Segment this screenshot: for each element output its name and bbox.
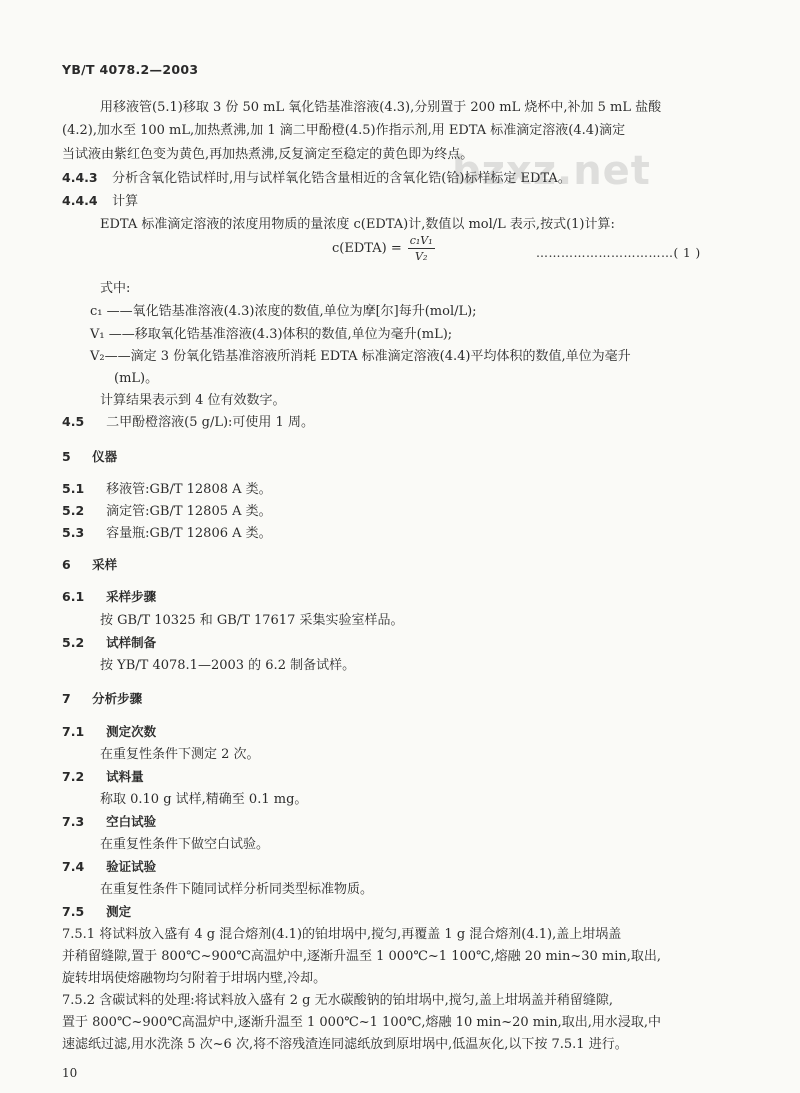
section-7-2	[62, 771, 144, 784]
section-number: 6	[62, 557, 71, 572]
section-number: 7.3	[62, 814, 85, 829]
section-5-3	[62, 527, 272, 540]
significant-digits-note: 计算结果表示到 4 位有效数字。	[100, 393, 286, 408]
paragraph-line: 7.5.2 含碳试料的处理:将试料放入盛有 2 g 无水碳酸钠的铂坩埚中,搅匀,盖上坩埚盖并稍留缝隙,	[62, 993, 613, 1008]
formula-numerator: c₁V₁	[409, 234, 433, 247]
section-4-4-3	[62, 172, 571, 185]
paragraph-line: 速滤纸过滤,用水洗涤 5 次~6 次,将不溶残渣连同滤纸放到原坩埚中,低温灰化,以下按 7.5.1 进行。	[62, 1037, 628, 1052]
section-number: 7	[62, 691, 71, 706]
section-heading: 采样步骤	[106, 589, 157, 604]
formula	[332, 234, 441, 263]
section-heading: 仪器	[92, 449, 118, 464]
section-number: 7.1	[62, 724, 85, 739]
section-4-5	[62, 416, 314, 429]
section-heading: 计算	[112, 194, 139, 209]
section-6-1	[62, 591, 156, 604]
paragraph-line: 并稍留缝隙,置于 800℃~900℃高温炉中,逐渐升温至 1 000℃~1 100℃,熔融 20 min~30 min,取出,	[62, 949, 662, 964]
section-text: 分析含氧化锆试样时,用与试样氧化锆含量相近的含氧化锆(铪)标样标定 EDTA。	[112, 171, 571, 186]
page-number: 10	[62, 1066, 78, 1080]
definition-c1: c₁ ——氧化锆基准溶液(4.3)浓度的数值,单位为摩[尔]每升(mol/L);	[90, 304, 477, 319]
section-heading: 试样制备	[106, 635, 157, 650]
standard-code: YB/T 4078.2—2003	[62, 62, 199, 77]
section-number: 4.5	[62, 414, 85, 429]
section-7-5	[62, 906, 131, 919]
section-number: 5	[62, 449, 71, 464]
section-body: 称取 0.10 g 试样,精确至 0.1 mg。	[100, 792, 308, 807]
where-label: 式中:	[100, 281, 131, 296]
definition-v1: V₁ ——移取氧化锆基准溶液(4.3)体积的数值,单位为毫升(mL);	[90, 327, 453, 342]
section-number: 4.4.4	[62, 193, 98, 208]
section-body: 在重复性条件下随同试样分析同类型标准物质。	[100, 882, 374, 897]
section-body: 在重复性条件下测定 2 次。	[100, 747, 260, 762]
section-body: 按 YB/T 4078.1—2003 的 6.2 制备试样。	[100, 658, 356, 673]
section-number: 5.1	[62, 481, 85, 496]
section-6	[62, 559, 117, 572]
section-text: 二甲酚橙溶液(5 g/L):可使用 1 周。	[106, 415, 314, 430]
section-number: 7.5	[62, 904, 85, 919]
section-number: 5.3	[62, 525, 85, 540]
section-5	[62, 451, 117, 464]
section-number: 4.4.3	[62, 170, 98, 185]
definition-v2: V₂——滴定 3 份氧化锆基准溶液所消耗 EDTA 标准滴定溶液(4.4)平均体积的数值,单位为毫升	[90, 349, 631, 364]
definition-v2-cont: (mL)。	[114, 371, 159, 386]
section-number: 5.2	[62, 635, 85, 650]
paragraph-line: (4.2),加水至 100 mL,加热煮沸,加 1 滴二甲酚橙(4.5)作指示剂,用 EDTA 标准滴定溶液(4.4)滴定	[62, 123, 626, 138]
section-heading: 试料量	[106, 769, 144, 784]
section-7	[62, 693, 142, 706]
section-number: 7.4	[62, 859, 85, 874]
section-body: 在重复性条件下做空白试验。	[100, 837, 270, 852]
section-body: 按 GB/T 10325 和 GB/T 17617 采集实验室样品。	[100, 613, 404, 628]
paragraph-line: 旋转坩埚使熔融物均匀附着于坩埚内壁,冷却。	[62, 971, 327, 986]
section-text: 移液管:GB/T 12808 A 类。	[106, 482, 272, 497]
section-text: 滴定管:GB/T 12805 A 类。	[106, 504, 272, 519]
section-heading: 分析步骤	[92, 691, 143, 706]
section-heading: 验证试验	[106, 859, 157, 874]
section-heading: 采样	[92, 557, 118, 572]
section-number: 6.1	[62, 589, 85, 604]
formula-fraction	[408, 234, 435, 263]
paragraph-line: 用移液管(5.1)移取 3 份 50 mL 氧化锆基准溶液(4.3),分别置于 200 mL 烧杯中,补加 5 mL 盐酸	[100, 100, 662, 115]
section-heading: 测定	[106, 904, 132, 919]
calc-intro: EDTA 标准滴定溶液的浓度用物质的量浓度 c(EDTA)计,数值以 mol/L 表示,按式(1)计算:	[100, 217, 615, 232]
section-number: 7.2	[62, 769, 85, 784]
section-5-1	[62, 483, 272, 496]
section-7-4	[62, 861, 156, 874]
equation-number: ……………………………( 1 )	[536, 246, 701, 260]
paragraph-line: 当试液由紫红色变为黄色,再加热煮沸,反复滴定至稳定的黄色即为终点。	[62, 147, 474, 162]
formula-denominator: V₂	[415, 250, 428, 263]
section-4-4-4	[62, 195, 138, 208]
watermark: bzxz.net	[452, 148, 651, 194]
formula-lhs: c(EDTA) =	[332, 241, 402, 256]
section-heading: 测定次数	[106, 724, 157, 739]
section-heading: 空白试验	[106, 814, 157, 829]
paragraph-line: 置于 800℃~900℃高温炉中,逐渐升温至 1 000℃~1 100℃,熔融 10 min~20 min,取出,用水浸取,中	[62, 1015, 662, 1030]
section-number: 5.2	[62, 503, 85, 518]
section-text: 容量瓶:GB/T 12806 A 类。	[106, 526, 272, 541]
section-7-3	[62, 816, 156, 829]
paragraph-line: 7.5.1 将试料放入盛有 4 g 混合熔剂(4.1)的铂坩埚中,搅匀,再覆盖 1 g 混合熔剂(4.1),盖上坩埚盖	[62, 927, 622, 942]
section-5-2	[62, 505, 272, 518]
section-7-1	[62, 726, 156, 739]
section-6-2	[62, 637, 156, 650]
